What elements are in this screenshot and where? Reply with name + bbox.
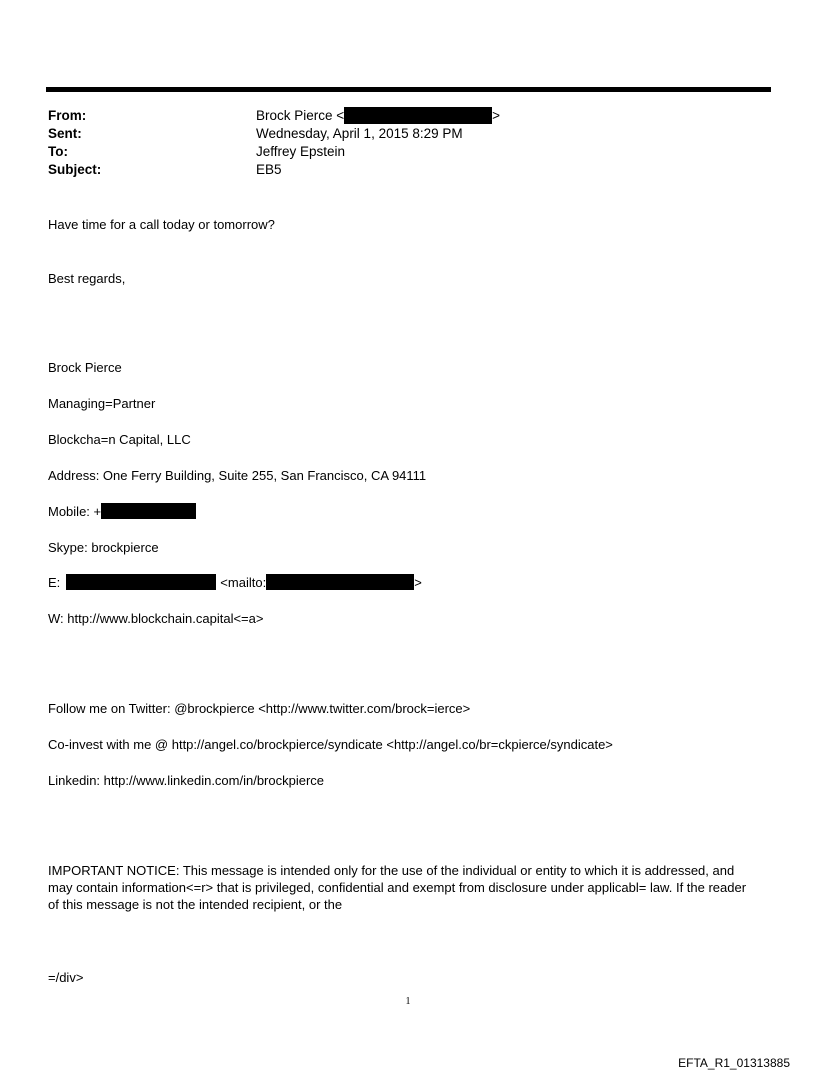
redaction-block (101, 503, 196, 519)
to-label: To: (48, 144, 68, 159)
from-label: From: (48, 108, 87, 123)
subject-row (48, 161, 748, 179)
signature-linkedin: Linkedin: http://www.linkedin.com/in/brockpierce (48, 773, 325, 788)
body-line-question: Have time for a call today or tomorrow? (48, 217, 275, 232)
sent-value: Wednesday, April 1, 2015 8:29 PM (256, 126, 463, 141)
signature-mobile (48, 503, 196, 520)
signature-email (48, 574, 422, 591)
signature-coinvest: Co-invest with me @ http://angel.co/brockpierce/syndicate <http://angel.co/br=ckpierce/syndicate> (48, 737, 613, 752)
subject-label: Subject: (48, 162, 102, 177)
trailer-text: =/div> (48, 970, 84, 985)
email-mailto: <mailto: (220, 575, 267, 590)
email-suffix: > (414, 575, 422, 590)
redaction-block (266, 574, 414, 590)
from-row (48, 107, 748, 125)
to-row (48, 143, 748, 161)
page-number: 1 (405, 996, 411, 1007)
signature-company: Blockcha=n Capital, LLC (48, 432, 191, 447)
signature-web: W: http://www.blockchain.capital<=a> (48, 611, 264, 626)
email-label: E: (48, 575, 61, 590)
sent-row (48, 125, 748, 143)
redaction-block (344, 107, 492, 124)
bates-number: EFTA_R1_01313885 (678, 1056, 790, 1070)
legal-notice: IMPORTANT NOTICE: This message is intended only for the use of the individual or entity to which it is addressed, and may contain information<=r> that is privileged, confidential and exempt from disclosure under applicabl= law. If the reader of this message is not the intended recipient, or the (48, 863, 747, 912)
signature-address: Address: One Ferry Building, Suite 255, San Francisco, CA 94111 (48, 468, 427, 483)
to-value: Jeffrey Epstein (256, 144, 346, 159)
sent-label: Sent: (48, 126, 82, 141)
mobile-label: Mobile: + (48, 504, 102, 519)
signature-skype: Skype: brockpierce (48, 540, 159, 555)
from-suffix: > (492, 108, 501, 123)
signature-name: Brock Pierce (48, 360, 122, 375)
signature-twitter: Follow me on Twitter: @brockpierce <http://www.twitter.com/brock=ierce> (48, 701, 471, 716)
redaction-block (66, 574, 216, 590)
body-line-closing: Best regards, (48, 271, 126, 286)
from-name: Brock Pierce < (256, 108, 345, 123)
subject-value: EB5 (256, 162, 282, 177)
from-value (256, 107, 500, 125)
header-rule (46, 87, 771, 92)
signature-title: Managing=Partner (48, 396, 156, 411)
